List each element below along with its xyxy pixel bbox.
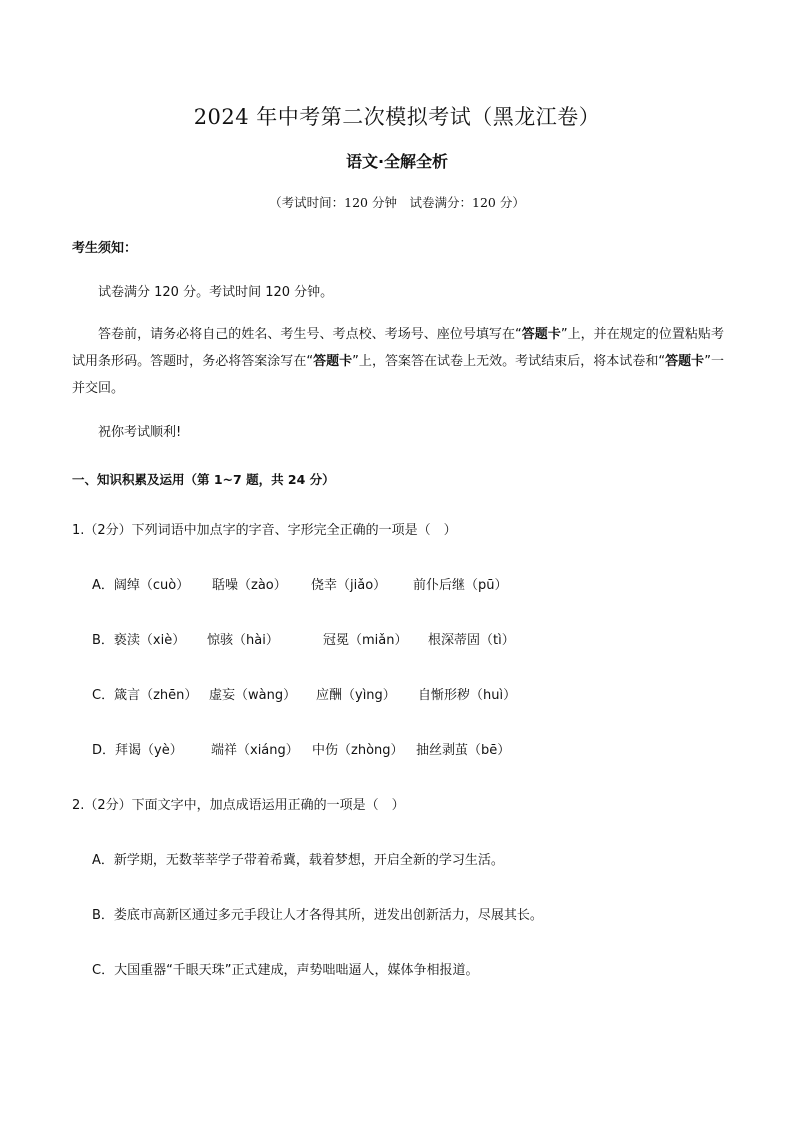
q1-b-word-4: 根深蒂固（tì） [428, 633, 515, 648]
section-1-heading: 一、知识积累及运用（第 1~7 题，共 24 分） [72, 472, 335, 487]
notice-p2-text-e: ”上，答案答在试卷上无效。考试结束后，将本试卷和“ [352, 354, 666, 369]
q1-a-word-3: 侥幸（jiǎo） [311, 578, 387, 593]
notice-paragraph-1: 试卷满分 120 分。考试时间 120 分钟。 [98, 285, 334, 300]
q2-stem: 2.（2分）下面文字中，加点成语运用正确的一项是（ ） [72, 798, 405, 813]
q1-option-a [92, 577, 508, 594]
q1-c-word-2: 虚妄（wàng） [209, 688, 297, 703]
notice-p2-text-g: ”一并交回。 [72, 354, 724, 396]
notice-p2-answer-card-3: 答题卡 [665, 354, 705, 369]
exam-meta: （考试时间：120 分钟 试卷满分：120 分） [269, 195, 525, 210]
q1-c-word-3: 应酬（yìng） [316, 688, 396, 703]
q1-a-word-1: A．阔绰（cuò） [92, 578, 190, 593]
q1-d-word-4: 抽丝剥茧（bē） [416, 743, 511, 758]
q1-c-word-1: C．箴言（zhēn） [92, 688, 198, 703]
q1-a-word-2: 聒噪（zào） [212, 578, 287, 593]
q1-d-word-3: 中伤（zhòng） [312, 743, 404, 758]
q1-option-b [92, 632, 515, 649]
q2-option-a: A．新学期，无数莘莘学子带着希冀，载着梦想，开启全新的学习生活。 [92, 853, 504, 868]
notice-paragraph-2 [72, 321, 724, 402]
q2-option-b: B．娄底市高新区通过多元手段让人才各得其所，迸发出创新活力，尽展其长。 [92, 908, 543, 923]
q1-b-word-3: 冠冕（miǎn） [323, 633, 408, 648]
document-subtitle: 语文·全解全析 [345, 152, 449, 171]
q2-option-c: C．大国重器“千眼天珠”正式建成，声势咄咄逼人，媒体争相报道。 [92, 963, 479, 978]
q1-a-word-4: 前仆后继（pū） [413, 578, 508, 593]
q1-d-word-1: D．拜谒（yè） [92, 743, 183, 758]
q1-d-word-2: 端祥（xiáng） [211, 743, 299, 758]
q1-c-word-4: 自惭形秽（huì） [418, 688, 517, 703]
document-title: 2024 年中考第二次模拟考试（黑龙江卷） [193, 105, 601, 129]
notice-p2-answer-card-2: 答题卡 [313, 354, 353, 369]
notice-p2-text-c: ”上，并在规定的位置粘贴考试用条形码。答题时，务必将答案涂写在“ [72, 327, 724, 369]
q1-stem: 1.（2分）下列词语中加点字的字音、字形完全正确的一项是（ ） [72, 523, 457, 538]
q1-b-word-2: 惊骇（hài） [207, 633, 279, 648]
q1-option-d [92, 742, 510, 759]
notice-p2-answer-card-1: 答题卡 [521, 327, 561, 342]
q1-b-word-1: B．亵渎（xiè） [92, 633, 186, 648]
q1-option-c [92, 687, 516, 704]
notice-p2-text-a: 答卷前，请务必将自己的姓名、考生号、考点校、考场号、座位号填写在“ [98, 327, 522, 342]
notice-heading: 考生须知： [72, 241, 138, 256]
notice-paragraph-3: 祝你考试顺利! [98, 425, 182, 440]
